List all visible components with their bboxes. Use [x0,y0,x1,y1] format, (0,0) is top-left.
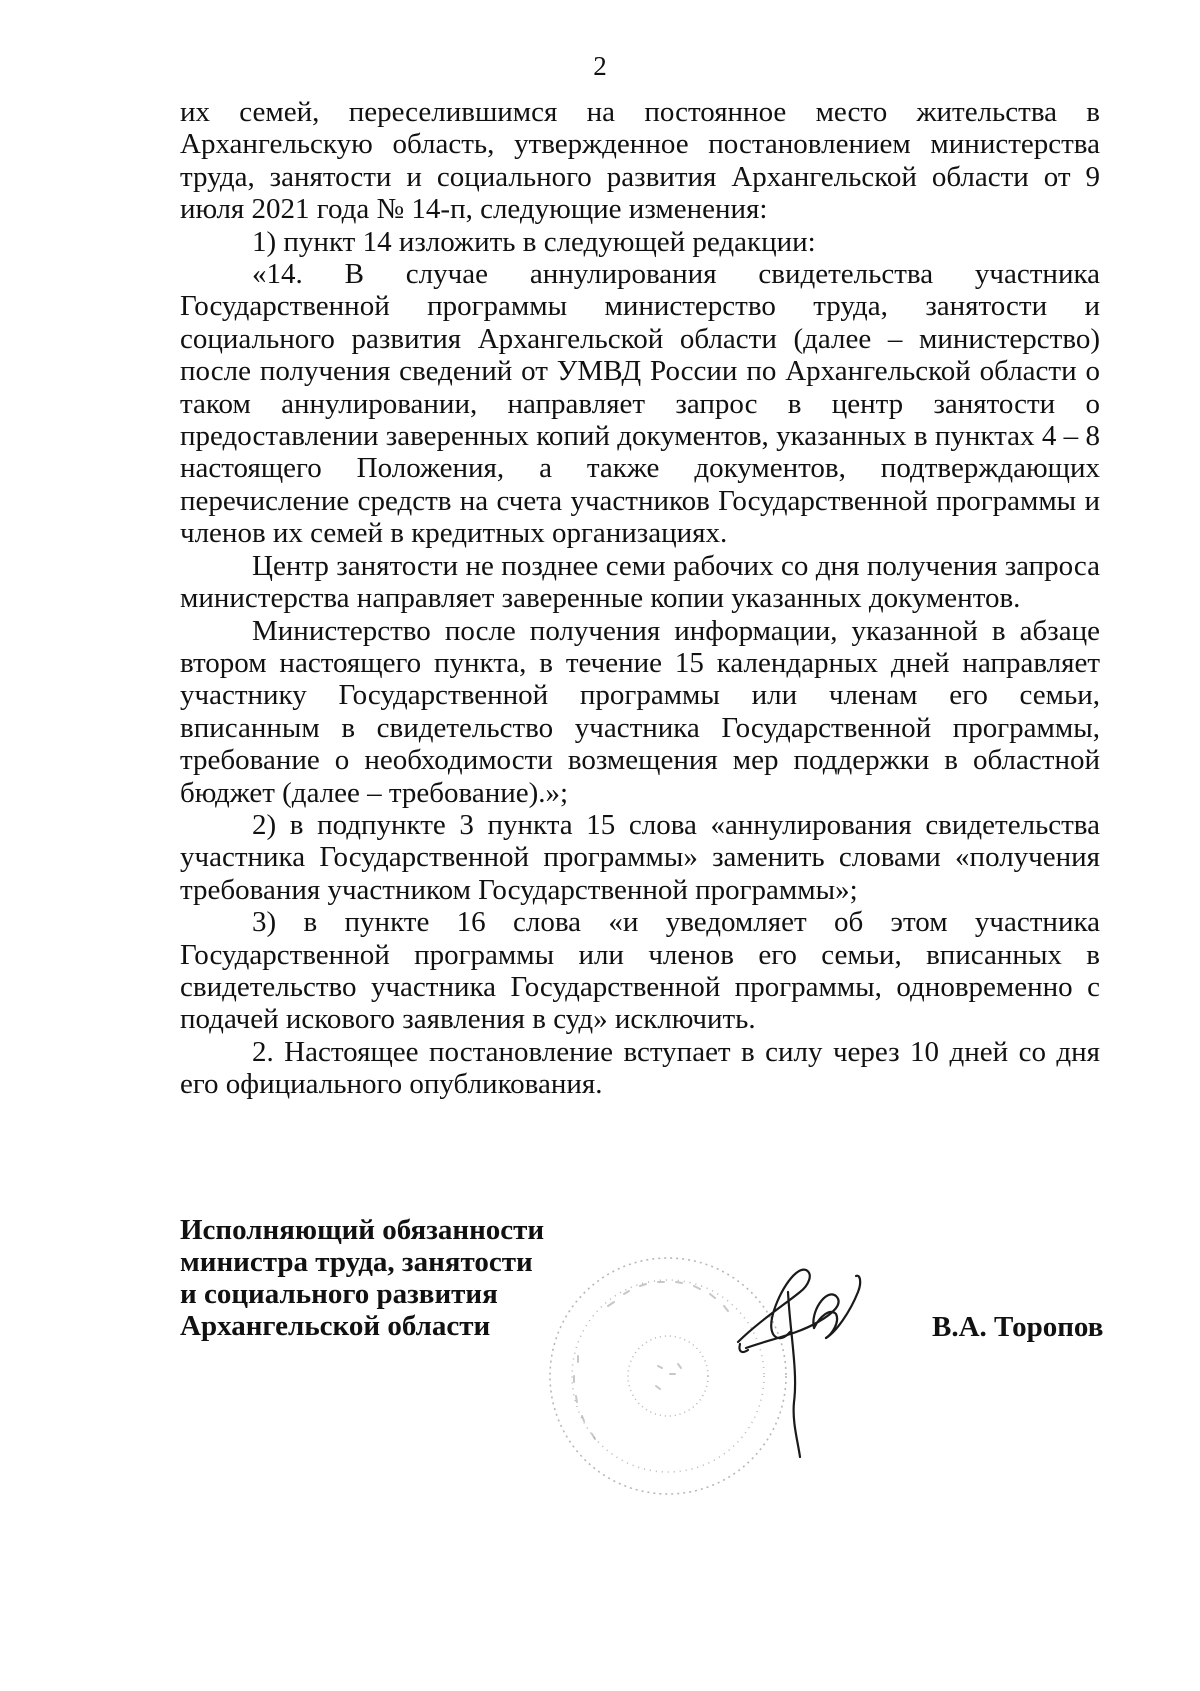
signatory-position-line: министра труда, занятости [180,1246,533,1278]
signatory-position [180,1214,580,1342]
paragraph: 1) пункт 14 изложить в следующей редакции: [252,225,816,258]
signatory-position-line: и социального развития [180,1278,498,1310]
signer-name: В.А. Торопов [932,1311,1104,1343]
paragraph: Центр занятости не позднее семи рабочих со дня получения запроса министерства направляет заверенные копии указанных документов. [180,549,1100,615]
paragraph: 2) в подпункте 3 пункта 15 слова «аннулирования свидетельства участника Государственной программы» заменить словами «получения требования участником Государственной программы»; [180,808,1100,906]
paragraph: их семей, переселившимся на постоянное место жительства в Архангельскую область, утвержденное постановлением министерства труда, занятости и социального развития Архангельской области от 9 июля 2021 года № 14-п, следующие изменения: [180,96,1100,226]
signatory-position-line: Исполняющий обязанности [180,1214,545,1246]
paragraph: Министерство после получения информации, указанной в абзаце втором настоящего пункта, в течение 15 календарных дней направляет участнику Государственной программы или членам его семьи, вписанным в свидетельство участника Государственной программы, требование о необходимости возмещения мер поддержки в областной бюджет (далее – требование).»; [180,614,1100,809]
handwritten-signature [728,1252,878,1462]
signatory-position-line: Архангельской области [180,1310,491,1342]
page-number: 2 [593,51,607,81]
document-body [180,96,1100,1101]
paragraph: 3) в пункте 16 слова «и уведомляет об этом участника Государственной программы или членов его семьи, вписанных в свидетельство участника Государственной программы, одновременно с подачей искового заявления в суд» исключить. [180,906,1100,1036]
paragraph: 2. Настоящее постановление вступает в силу через 10 дней со дня его официального опубликования. [180,1035,1100,1101]
paragraph: «14. В случае аннулирования свидетельства участника Государственной программы министерство труда, занятости и социального развития Архангельской области (далее – министерство) после получения сведений от УМВД России по Архангельской области о таком аннулировании, направляет запрос в центр занятости о предоставлении заверенных копий документов, указанных в пунктах 4 – 8 настоящего Положения, а также документов, подтверждающих перечисление средств на счета участников Государственной программы и членов их семей в кредитных организациях. [180,258,1100,550]
